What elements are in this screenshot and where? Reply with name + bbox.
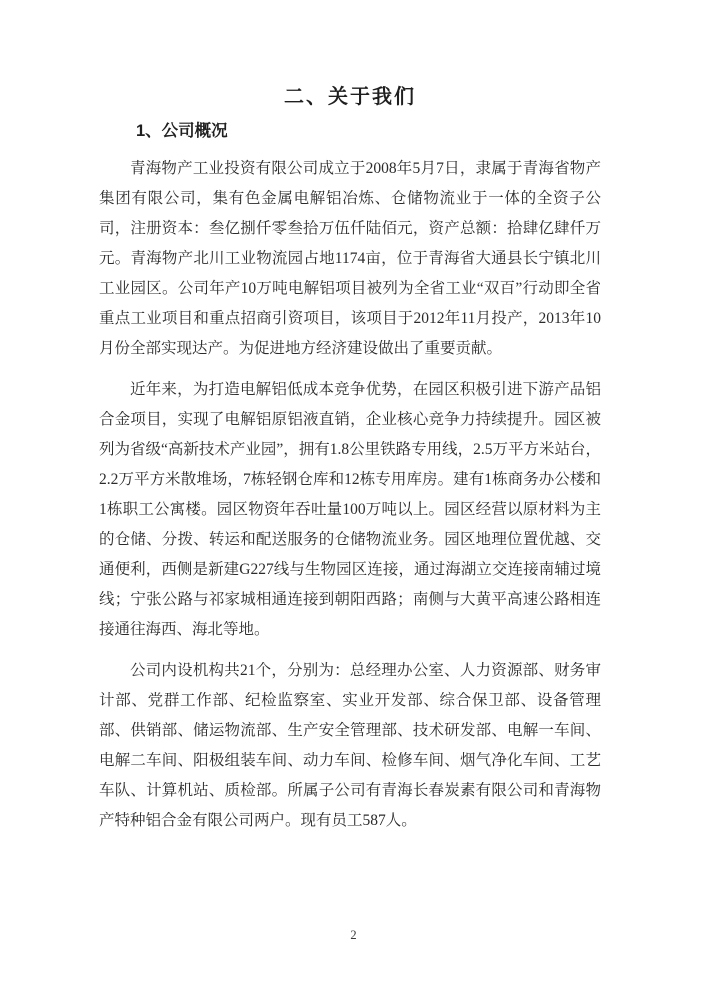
section-heading: 1、公司概况 — [136, 122, 228, 140]
paragraph-org-structure: 公司内设机构共21个，分别为：总经理办公室、人力资源部、财务审计部、党群工作部、纪检监察室、实业开发部、综合保卫部、设备管理部、供销部、储运物流部、生产安全管理部、技术研发部、电解一车间、电解二车间、阳极组装车间、动力车间、检修车间、烟气净化车间、工艺车队、计算机站、质检部。所属子公司有青海长春炭素有限公司和青海物产特种铝合金有限公司两户。现有员工587人。 — [99, 662, 601, 829]
paragraph-company-overview: 青海物产工业投资有限公司成立于2008年5月7日，隶属于青海省物产集团有限公司，集有色金属电解铝冶炼、仓储物流业于一体的全资子公司，注册资本：叁亿捌仟零叁拾万伍仟陆佰元，资产总额：拾肆亿肆仟万元。青海物产北川工业物流园占地1174亩，位于青海省大通县长宁镇北川工业园区。公司年产10万吨电解铝项目被列为全省工业“双百”行动即全省重点工业项目和重点招商引资项目，该项目于2012年11月投产，2013年10月份全部实现达产。为促进地方经济建设做出了重要贡献。 — [99, 160, 601, 357]
page-title: 二、关于我们 — [284, 86, 416, 108]
paragraph-park-advantages: 近年来，为打造电解铝低成本竞争优势，在园区积极引进下游产品铝合金项目，实现了电解铝原铝液直销，企业核心竞争力持续提升。园区被列为省级“高新技术产业园”，拥有1.8公里铁路专用线，2.5万平方米站台，2.2万平方米散堆场，7栋轻钢仓库和12栋专用库房。建有1栋商务办公楼和1栋职工公寓楼。园区物资年吞吐量100万吨以上。园区经营以原材料为主的仓储、分拨、转运和配送服务的仓储物流业务。园区地理位置优越、交通便利，西侧是新建G227线与生物园区连接，通过海湖立交连接南辅过境线；宁张公路与祁家城相通连接到朝阳西路；南侧与大黄平高速公路相连接通往海西、海北等地。 — [99, 381, 602, 638]
page-number: 2 — [350, 928, 357, 942]
